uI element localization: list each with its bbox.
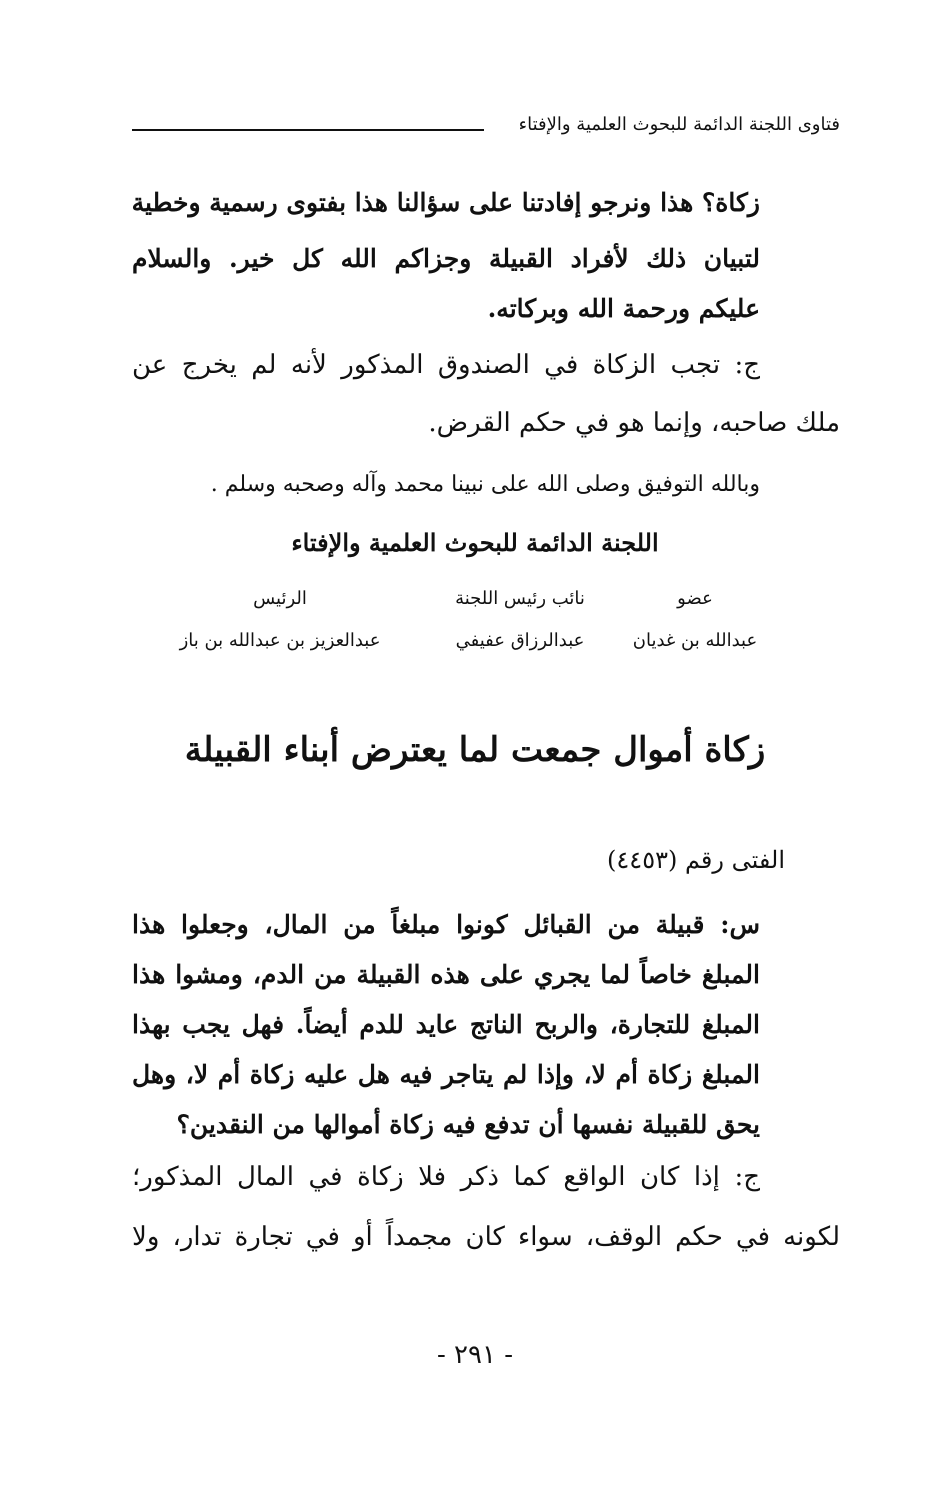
closing-line: وبالله التوفيق وصلى الله على نبينا محمد وآله وصحبه وسلم .: [210, 472, 760, 497]
question-line: س: قبيلة من القبائل كونوا مبلغاً من المال، وجعلوا هذا: [132, 910, 760, 939]
answer-line: ملك صاحبه، وإنما هو في حكم القرض.: [428, 408, 840, 438]
member-title: عضو: [677, 588, 713, 609]
member-title: نائب رئيس اللجنة: [455, 588, 585, 609]
section-heading: زكاة أموال جمعت لما يعترض أبناء القبيلة: [184, 730, 766, 770]
committee-name: اللجنة الدائمة للبحوث العلمية والإفتاء: [291, 528, 659, 557]
running-header: فتاوى اللجنة الدائمة للبحوث العلمية والإفتاء: [518, 114, 840, 135]
fatwa-number: الفتى رقم (٤٤٥٣): [607, 846, 785, 874]
question-line: يحق للقبيلة نفسها أن تدفع فيه زكاة أموالها من النقدين؟: [176, 1110, 760, 1139]
member-name: عبدالله بن غديان: [632, 630, 758, 651]
member-name: عبدالعزيز بن عبدالله بن باز: [179, 630, 381, 651]
header-rule: [132, 129, 484, 131]
question-line: عليكم ورحمة الله وبركاته.: [487, 294, 760, 323]
page-number: - ٢٩١ -: [436, 1340, 514, 1370]
member-name: عبدالرزاق عفيفي: [455, 630, 585, 651]
answer-line: لكونه في حكم الوقف، سواء كان مجمداً أو في تجارة تدار، ولا: [132, 1222, 840, 1252]
member-title: الرئيس: [253, 588, 307, 609]
question-line: المبلغ للتجارة، والربح الناتج عايد للدم أيضاً. فهل يجب بهذا: [132, 1010, 760, 1039]
question-line: المبلغ خاصاً لما يجري على هذه القبيلة من الدم، ومشوا هذا: [132, 960, 760, 989]
question-line: لتبيان ذلك لأفراد القبيلة وجزاكم الله كل خير. والسلام: [132, 244, 760, 273]
answer-line: ج: تجب الزكاة في الصندوق المذكور لأنه لم يخرج عن: [132, 350, 760, 380]
answer-line: ج: إذا كان الواقع كما ذكر فلا زكاة في المال المذكور؛: [132, 1162, 760, 1192]
question-line: زكاة؟ هذا ونرجو إفادتنا على سؤالنا هذا بفتوى رسمية وخطية: [131, 188, 760, 217]
question-line: المبلغ زكاة أم لا، وإذا لم يتاجر فيه هل عليه زكاة أم لا، وهل: [132, 1060, 760, 1089]
